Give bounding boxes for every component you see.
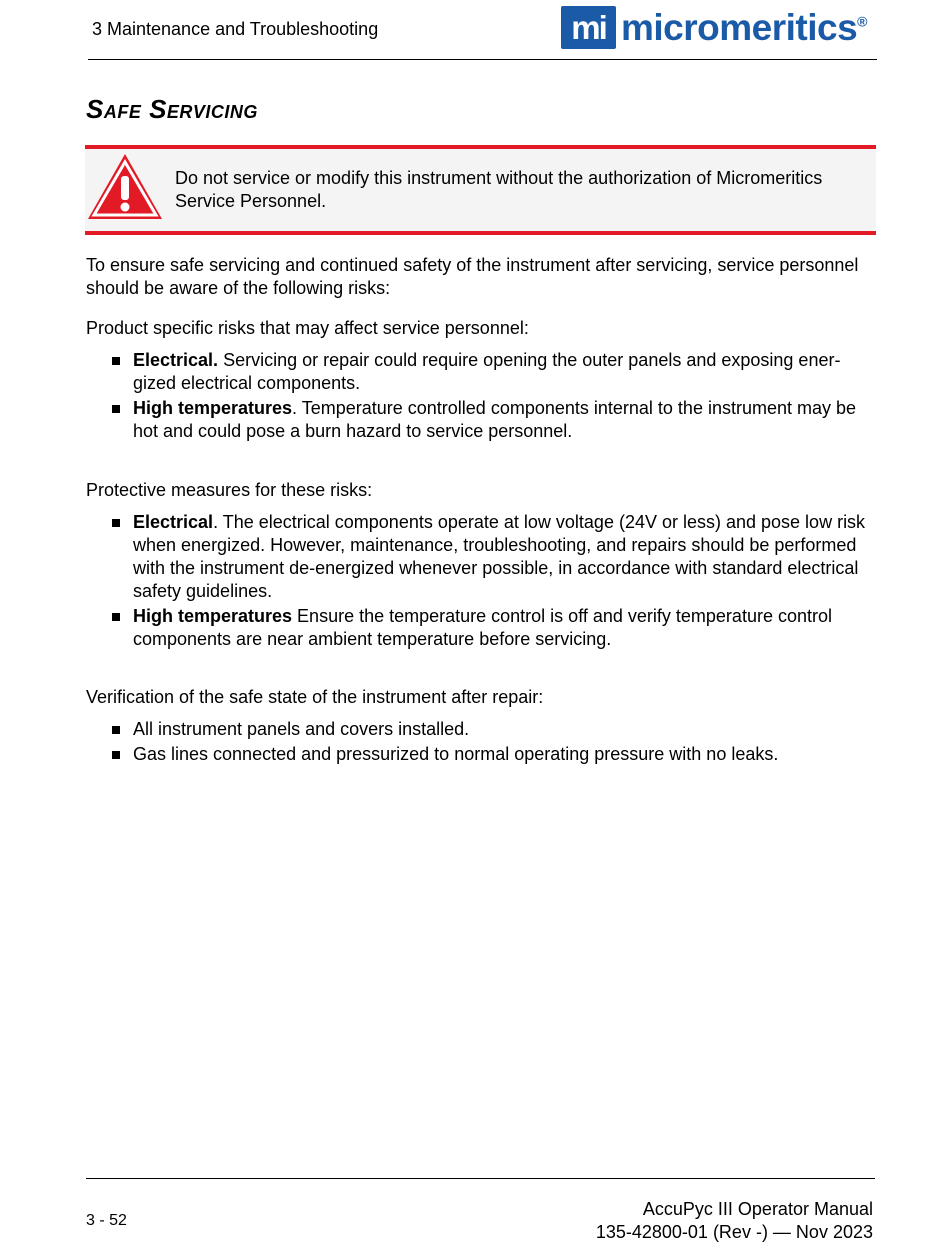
- list-item-text: . The electrical components operate at low voltage (24V or less) and pose low risk when energized. However, maintenance, troubleshooting, and repairs should be performed with the instrument de-energized whenever possible, in accordance with standard electrical safety guidelines.: [133, 512, 866, 601]
- warning-box: [85, 145, 876, 235]
- list-item-text: . Temperature controlled components internal to the instrument may be hot and could pose a burn hazard to service personnel.: [133, 398, 857, 441]
- measures-list: [86, 511, 878, 653]
- list-item-term: Electrical.: [133, 350, 219, 370]
- warning-triangle-icon: [86, 152, 164, 222]
- page-header: [88, 0, 877, 60]
- list-item-text: All instrument panels and covers installed.: [133, 719, 470, 739]
- verification-list: [86, 718, 878, 768]
- list-item: [86, 397, 878, 443]
- section-title: Safe Servicing: [86, 94, 258, 124]
- manual-title: AccuPyc III Operator Manual: [642, 1199, 873, 1219]
- list-item-term: Electrical: [133, 512, 214, 532]
- footer-divider: [86, 1178, 875, 1179]
- list-item-text: Servicing or repair could require opening the outer panels and exposing ener-gized electrical components.: [133, 350, 841, 393]
- logo-registered-mark: ®: [857, 13, 867, 30]
- page-number: 3 - 52: [86, 1212, 127, 1229]
- list-item: [86, 605, 878, 651]
- logo-wordmark: [621, 9, 867, 46]
- list-item: [86, 718, 878, 741]
- list-item-term: High temperatures: [133, 606, 293, 626]
- micromeritics-logo: [561, 6, 867, 49]
- list-item-text: Ensure the temperature control is off and verify temperature control components are near ambient temperature before servicing.: [133, 606, 832, 649]
- risks-heading: Product specific risks that may affect service personnel:: [86, 318, 529, 338]
- risks-list: [86, 349, 878, 445]
- list-item: [86, 743, 878, 766]
- manual-part-number: 135-42800-01 (Rev -) — Nov 2023: [595, 1222, 873, 1242]
- warning-text: Do not service or modify this instrument without the authorization of Micromeritics Service Personnel.: [175, 168, 823, 211]
- intro-paragraph: To ensure safe servicing and continued safety of the instrument after servicing, service personnel should be aware of the following risks:: [86, 255, 859, 298]
- list-item-text: Gas lines connected and pressurized to normal operating pressure with no leaks.: [133, 744, 779, 764]
- list-item-term: High temperatures: [133, 398, 293, 418]
- verification-heading: Verification of the safe state of the instrument after repair:: [86, 687, 544, 707]
- logo-mark: mi: [561, 6, 616, 49]
- list-item: [86, 511, 878, 603]
- measures-heading: Protective measures for these risks:: [86, 480, 373, 500]
- footer-manual-info: [596, 1198, 873, 1244]
- list-item: [86, 349, 878, 395]
- chapter-title: 3 Maintenance and Troubleshooting: [92, 19, 379, 39]
- logo-word-text: micromeritics: [621, 7, 858, 48]
